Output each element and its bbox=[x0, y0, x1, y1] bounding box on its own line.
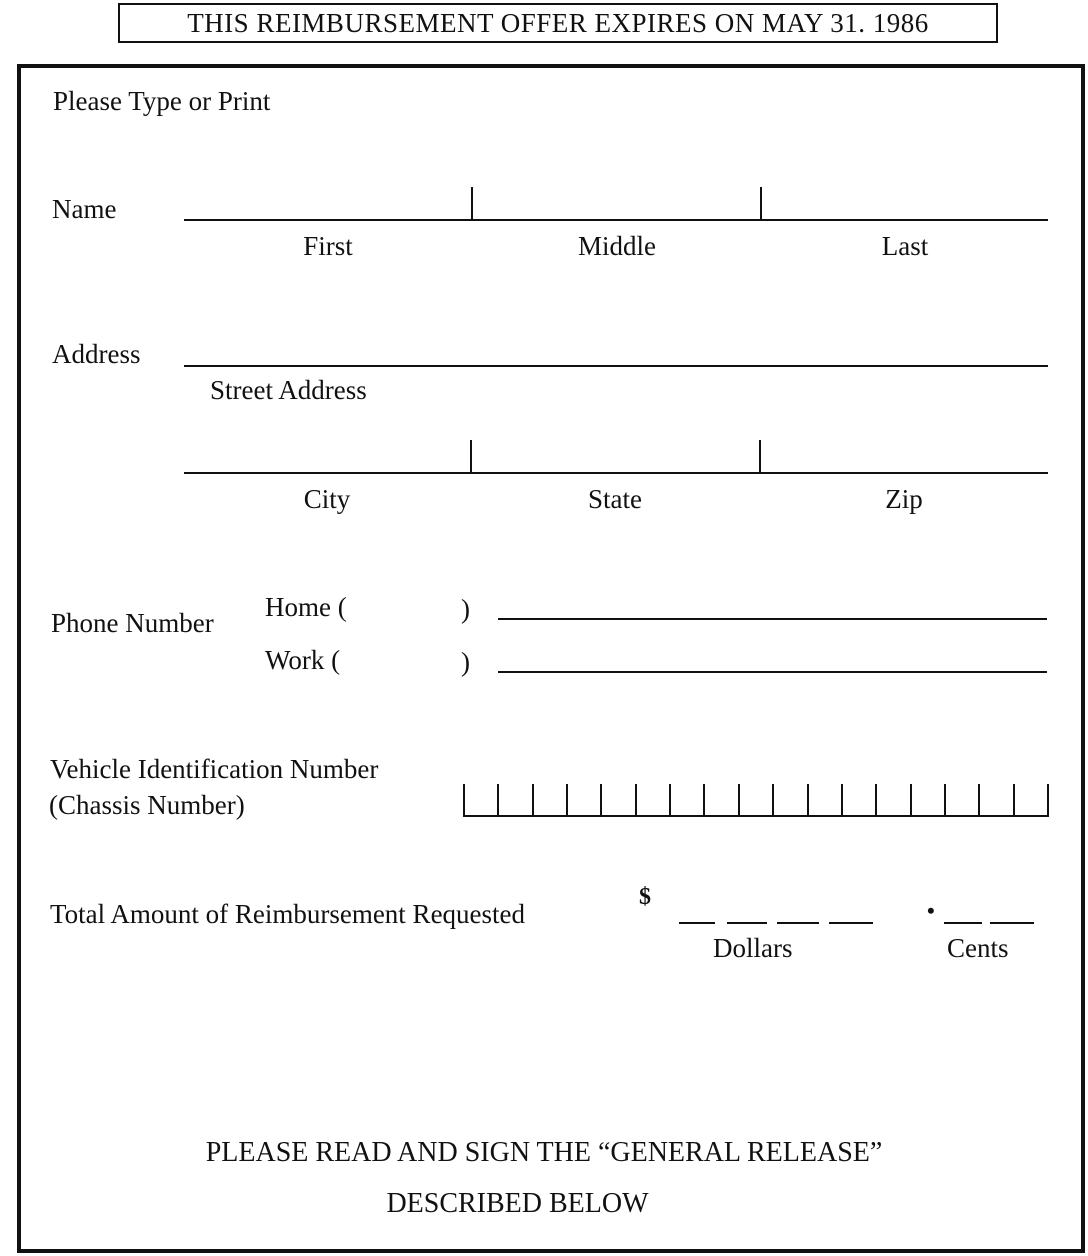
dollar-digit-line bbox=[777, 922, 819, 924]
vin-cell-divider bbox=[497, 784, 499, 817]
work-close-paren: ) bbox=[461, 647, 470, 677]
vin-cell-divider bbox=[703, 784, 705, 817]
vin-cell-divider bbox=[875, 784, 877, 817]
last-label: Last bbox=[881, 231, 929, 261]
vin-cell-divider bbox=[600, 784, 602, 817]
first-name-field[interactable] bbox=[184, 187, 471, 221]
work-phone-label: Work ( bbox=[265, 645, 341, 675]
dollar-digit-line bbox=[727, 922, 767, 924]
general-release-notice: PLEASE READ AND SIGN THE “GENERAL RELEASE” bbox=[205, 1137, 883, 1168]
zip-field[interactable] bbox=[761, 440, 1048, 474]
expiration-text: THIS REIMBURSEMENT OFFER EXPIRES ON MAY 31. 1986 bbox=[187, 7, 929, 38]
address-label: Address bbox=[52, 339, 141, 369]
chassis-number-label: (Chassis Number) bbox=[49, 790, 245, 820]
vin-cell-divider bbox=[566, 784, 568, 817]
expiration-banner bbox=[118, 3, 998, 43]
phone-number-label: Phone Number bbox=[51, 608, 214, 638]
described-below-text: DESCRIBED BELOW bbox=[386, 1188, 649, 1219]
middle-label: Middle bbox=[578, 231, 656, 261]
name-label: Name bbox=[52, 194, 117, 224]
first-label: First bbox=[303, 231, 353, 261]
dollar-sign: $ bbox=[639, 884, 651, 910]
vin-cell-divider bbox=[669, 784, 671, 817]
zip-label: Zip bbox=[885, 484, 923, 514]
vin-label: Vehicle Identification Number bbox=[50, 754, 379, 784]
cents-label: Cents bbox=[947, 933, 1009, 963]
state-field[interactable] bbox=[472, 440, 760, 474]
street-address-field[interactable] bbox=[184, 335, 1048, 367]
work-area-code-field[interactable] bbox=[370, 646, 455, 676]
vin-input-boxes[interactable] bbox=[463, 784, 1049, 818]
vin-cell-divider bbox=[1047, 784, 1049, 817]
vin-cell-divider bbox=[772, 784, 774, 817]
middle-name-field[interactable] bbox=[473, 187, 760, 221]
vin-cell-divider bbox=[738, 784, 740, 817]
home-area-code-field[interactable] bbox=[370, 594, 455, 624]
home-phone-label: Home ( bbox=[265, 592, 347, 622]
vin-cell-divider bbox=[635, 784, 637, 817]
city-field[interactable] bbox=[184, 440, 470, 474]
work-phone-underline bbox=[498, 671, 1047, 673]
decimal-point: • bbox=[927, 898, 935, 923]
state-label: State bbox=[588, 484, 642, 514]
cents-digit-line bbox=[990, 922, 1034, 924]
street-address-label: Street Address bbox=[210, 375, 367, 405]
vin-cell-divider bbox=[841, 784, 843, 817]
vin-cell-divider bbox=[910, 784, 912, 817]
cents-field[interactable] bbox=[944, 900, 1036, 926]
dollars-label: Dollars bbox=[713, 933, 793, 963]
city-state-zip-group bbox=[184, 440, 1048, 476]
instructions-text: Please Type or Print bbox=[53, 86, 271, 116]
cents-digit-line bbox=[944, 922, 982, 924]
name-field-group bbox=[184, 187, 1048, 223]
dollars-field[interactable] bbox=[679, 900, 877, 926]
vin-cell-divider bbox=[1013, 784, 1015, 817]
home-phone-field[interactable] bbox=[498, 592, 1047, 622]
vin-cell-divider bbox=[944, 784, 946, 817]
vin-cell-divider bbox=[463, 784, 465, 817]
vin-cell-divider bbox=[978, 784, 980, 817]
street-underline bbox=[184, 365, 1048, 367]
last-name-field[interactable] bbox=[762, 187, 1048, 221]
vin-cell-divider bbox=[807, 784, 809, 817]
vin-baseline bbox=[463, 815, 1049, 817]
dollar-digit-line bbox=[679, 922, 715, 924]
home-close-paren: ) bbox=[461, 594, 470, 624]
reimbursement-amount-label: Total Amount of Reimbursement Requested bbox=[50, 899, 526, 929]
city-label: City bbox=[303, 484, 351, 514]
work-phone-field[interactable] bbox=[498, 644, 1047, 674]
vin-cell-divider bbox=[532, 784, 534, 817]
home-phone-underline bbox=[498, 618, 1047, 620]
dollar-digit-line bbox=[829, 922, 873, 924]
